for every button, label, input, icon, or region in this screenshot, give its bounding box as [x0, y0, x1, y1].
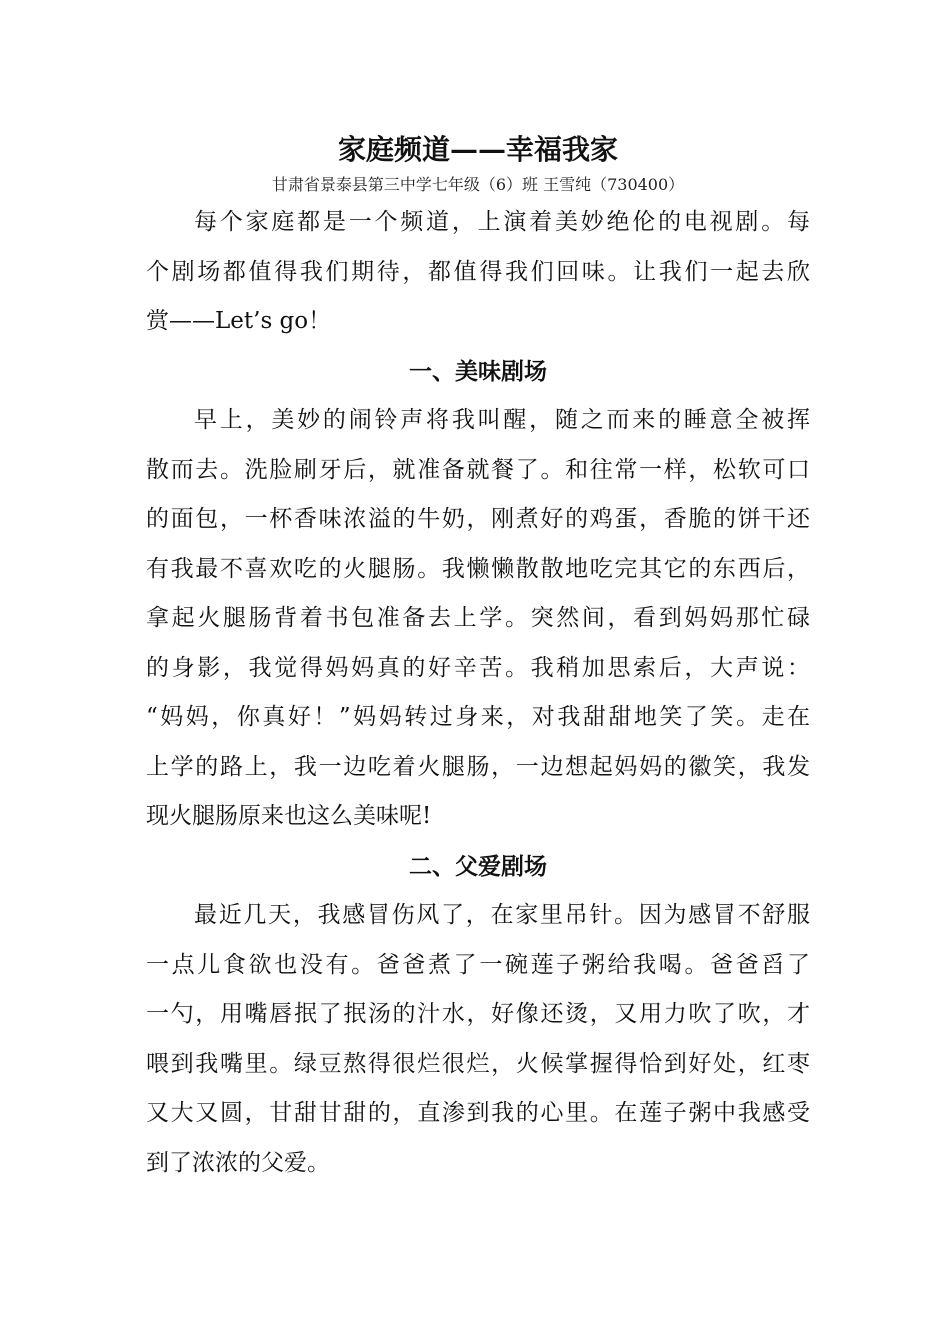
paragraph-line: 一点儿食欲也没有。爸爸煮了一碗莲子粥给我喝。爸爸舀了: [146, 951, 810, 978]
author-byline: 甘肃省景泰县第三中学七年级（6）班 王雪纯（730400）: [271, 175, 685, 194]
document-title: 家庭频道——幸福我家: [337, 133, 618, 166]
section-paragraph-father: [146, 891, 810, 1188]
section-heading-taste: 一、美味剧场: [409, 357, 547, 385]
intro-line: 个剧场都值得我们期待，都值得我们回味。让我们一起去欣: [146, 258, 810, 285]
intro-line: 每个家庭都是一个频道，上演着美妙绝伦的电视剧。每: [194, 209, 810, 235]
paragraph-line: “妈妈，你真好！”妈妈转过身来，对我甜甜地笑了笑。走在: [146, 704, 810, 730]
paragraph-line: 的面包，一杯香味浓溢的牛奶，刚煮好的鸡蛋，香脆的饼干还: [146, 506, 810, 532]
paragraph-line: 有我最不喜欢吃的火腿肠。我懒懒散散地吃完其它的东西后，: [146, 555, 810, 582]
paragraph-line: 最近几天，我感冒伤风了，在家里吊针。因为感冒不舒服: [194, 902, 810, 928]
paragraph-line: 一勺，用嘴唇抿了抿汤的汁水，好像还烫，又用力吹了吹，才: [146, 1001, 810, 1027]
paragraph-line: 喂到我嘴里。绿豆熬得很烂很烂，火候掌握得恰到好处，红枣: [146, 1050, 810, 1077]
paragraph-line: 到了浓浓的父爱。: [146, 1149, 330, 1176]
paragraph-line: 上学的路上，我一边吃着火腿肠，一边想起妈妈的徽笑，我发: [146, 753, 810, 780]
paragraph-line: 现火腿肠原来也这么美味呢!: [146, 803, 432, 829]
intro-paragraph: [146, 198, 810, 347]
paragraph-line: 又大又圆，甘甜甘甜的，直渗到我的心里。在莲子粥中我感受: [146, 1100, 810, 1126]
intro-line: 赏——Let’s go！: [146, 308, 332, 334]
paragraph-line: 拿起火腿肠背着书包准备去上学。突然间，看到妈妈那忙碌: [146, 605, 810, 631]
section-heading-father: 二、父爱剧场: [409, 852, 547, 880]
section-paragraph-taste: [146, 396, 810, 842]
document-page: [146, 128, 810, 1188]
paragraph-line: 散而去。洗脸刷牙后，就准备就餐了。和往常一样，松软可口: [146, 456, 810, 483]
paragraph-line: 早上，美妙的闹铃声将我叫醒，随之而来的睡意全被挥: [194, 407, 810, 433]
paragraph-line: 的身影，我觉得妈妈真的好辛苦。我稍加思索后，大声说：: [146, 654, 810, 681]
